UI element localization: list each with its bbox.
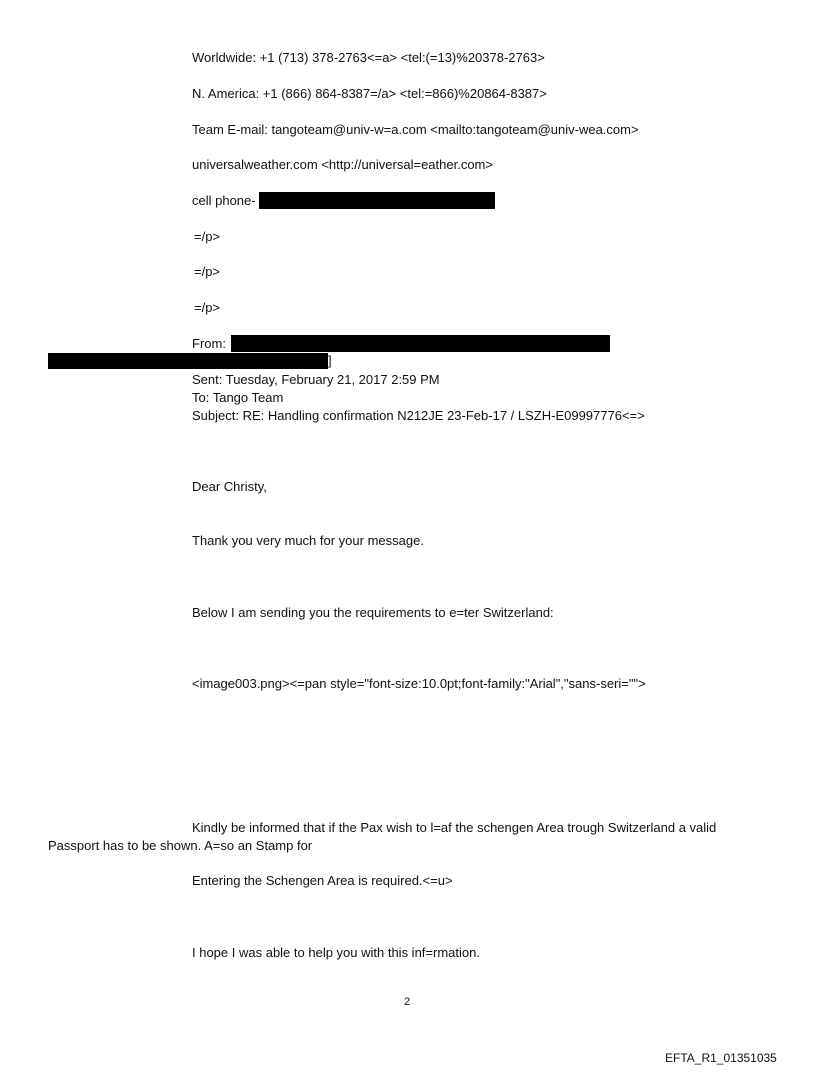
worldwide-phone-line: Worldwide: +1 (713) 378-2763<=a> <tel:(=13)%20378-2763>: [192, 50, 545, 65]
requirements-line: Below I am sending you the requirements to e=ter Switzerland:: [192, 605, 554, 620]
cell-phone-redaction: [259, 192, 495, 209]
from-closing-bracket: ]: [328, 353, 332, 368]
html-fragment-1: =/p>: [194, 229, 221, 244]
passport-line: Passport has to be shown. A=so an Stamp for: [48, 838, 313, 853]
schengen-required-line: Entering the Schengen Area is required.<=u>: [192, 873, 453, 888]
to-line: To: Tango Team: [192, 390, 284, 405]
page-number: 2: [404, 996, 411, 1008]
sent-line: Sent: Tuesday, February 21, 2017 2:59 PM: [192, 372, 440, 387]
closing-line: I hope I was able to help you with this inf=rmation.: [192, 945, 480, 960]
from-label: From:: [192, 336, 226, 351]
north-america-phone-line: N. America: +1 (866) 864-8387=/a> <tel:=866)%20864-8387>: [192, 86, 547, 101]
cell-phone-label: cell phone-: [192, 193, 256, 208]
html-fragment-3: =/p>: [194, 300, 221, 315]
team-email-line: Team E-mail: tangoteam@univ-w=a.com <mailto:tangoteam@univ-wea.com>: [192, 122, 639, 137]
html-fragment-2: =/p>: [194, 264, 221, 279]
greeting: Dear Christy,: [192, 479, 267, 494]
website-line: universalweather.com <http://universal=eather.com>: [192, 157, 493, 172]
bates-number: EFTA_R1_01351035: [665, 1051, 777, 1065]
from-redaction-1: [231, 335, 610, 352]
from-redaction-2: [48, 353, 328, 369]
image-reference-line: <image003.png><=pan style="font-size:10.0pt;font-family:"Arial","sans-seri="">: [192, 676, 646, 691]
kindly-informed-line: Kindly be informed that if the Pax wish to l=af the schengen Area trough Switzerland a valid: [192, 820, 717, 835]
thanks-line: Thank you very much for your message.: [192, 533, 424, 548]
subject-line: Subject: RE: Handling confirmation N212JE 23-Feb-17 / LSZH-E09997776<=>: [192, 408, 645, 423]
